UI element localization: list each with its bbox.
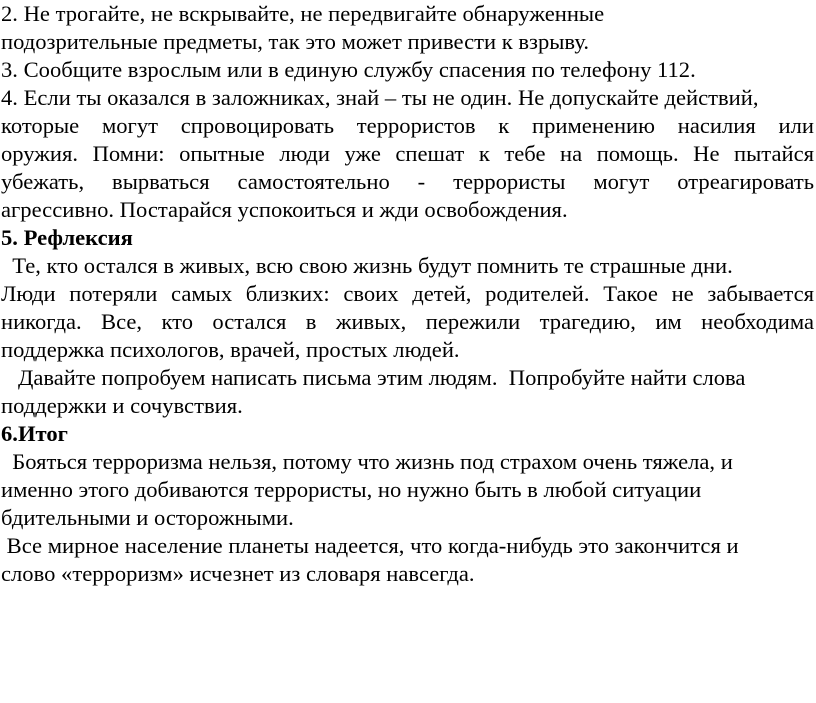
text-line: 2. Не трогайте, не вскрывайте, не передвигайте обнаруженные xyxy=(1,1,605,26)
text-line: Люди потеряли самых близких: своих детей, родителей. Такое не забывается xyxy=(1,281,814,306)
text-line: Все мирное население планеты надеется, что когда-нибудь это закончится и xyxy=(1,533,739,558)
section-5-paragraph-2 xyxy=(1,364,814,420)
text-line: 4. Если ты оказался в заложниках, знай – ты не один. Не допускайте действий, xyxy=(1,85,759,110)
text-line: убежать, вырваться самостоятельно - террористы могут отреагировать xyxy=(1,169,814,194)
section-5-paragraph-1 xyxy=(1,252,814,364)
text-line: 3. Сообщите взрослым или в единую службу спасения по телефону 112. xyxy=(1,57,696,82)
item-4-paragraph xyxy=(1,84,814,224)
text-line: которые могут спровоцировать террористов к применению насилия или xyxy=(1,113,814,138)
item-3-paragraph xyxy=(1,56,814,84)
text-line: именно этого добиваются террористы, но нужно быть в любой ситуации xyxy=(1,477,702,502)
section-6-paragraph-1 xyxy=(1,448,814,532)
text-line: подозрительные предметы, так это может привести к взрыву. xyxy=(1,29,589,54)
text-line: бдительными и осторожными. xyxy=(1,505,294,530)
section-6-heading: 6.Итог xyxy=(1,421,68,446)
text-line: поддержки и сочувствия. xyxy=(1,393,243,418)
text-line: агрессивно. Постарайся успокоиться и жди освобождения. xyxy=(1,197,568,222)
section-6-paragraph-2 xyxy=(1,532,814,588)
text-line: никогда. Все, кто остался в живых, пережили трагедию, им необходима xyxy=(1,309,814,334)
text-line: Бояться терроризма нельзя, потому что жизнь под страхом очень тяжела, и xyxy=(1,449,733,474)
section-5-heading: 5. Рефлексия xyxy=(1,225,133,250)
text-line: поддержка психологов, врачей, простых людей. xyxy=(1,337,460,362)
text-line: слово «терроризм» исчезнет из словаря навсегда. xyxy=(1,561,475,586)
item-2-paragraph xyxy=(1,0,814,56)
text-line: оружия. Помни: опытные люди уже спешат к тебе на помощь. Не пытайся xyxy=(1,141,814,166)
text-line: Давайте попробуем написать письма этим людям. Попробуйте найти слова xyxy=(1,365,746,390)
text-line: Те, кто остался в живых, всю свою жизнь будут помнить те страшные дни. xyxy=(1,253,733,278)
